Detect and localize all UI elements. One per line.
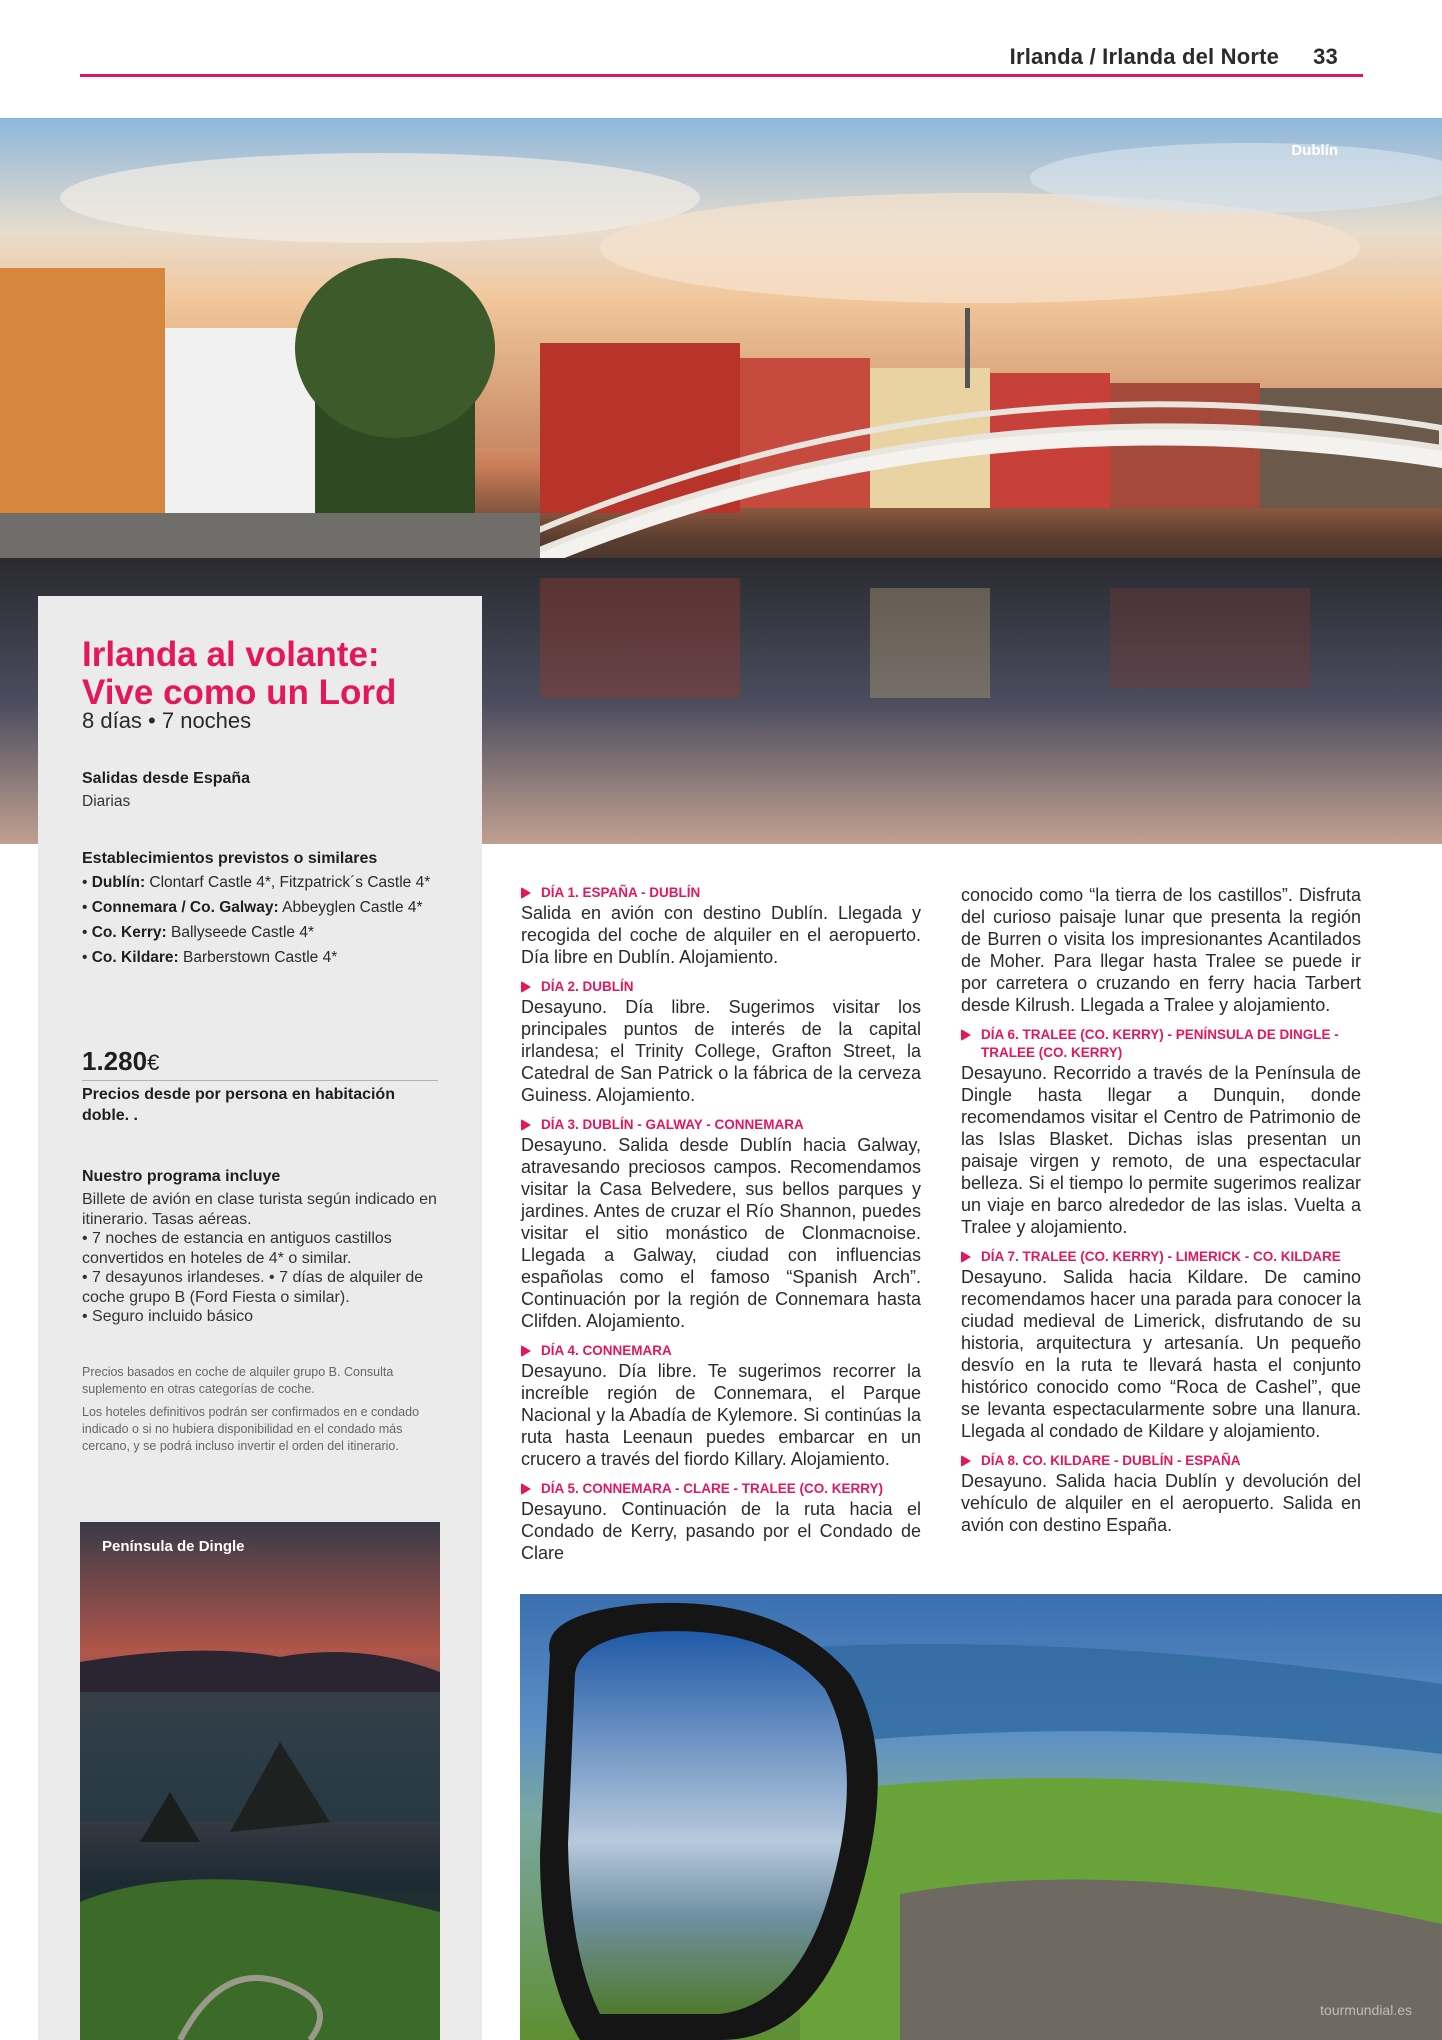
day-8-text: Desayuno. Salida hacia Dublín y devolución del vehículo de alquiler en el aeropuerto. Salida en avión con destino España. xyxy=(961,1471,1361,1535)
hotel-name: Clontarf Castle 4*, Fitzpatrick´s Castle 4* xyxy=(149,874,431,891)
header-divider xyxy=(80,74,1363,77)
day-4-heading: DÍA 4. CONNEMARA xyxy=(521,1342,921,1360)
hotel-list xyxy=(82,873,442,973)
day-5-heading: DÍA 5. CONNEMARA - CLARE - TRALEE (CO. KERRY) xyxy=(521,1480,921,1498)
includes-label: Nuestro programa incluye xyxy=(82,1168,281,1185)
hotel-place: Connemara / Co. Galway: xyxy=(91,899,279,916)
day-6-text: Desayuno. Recorrido a través de la Península de Dingle hasta llegar a Dunquin, donde recomendamos visitar el Centro de Patrimonio de las Islas Blasket. Dichas islas presentan un paisaje virgen y remoto, de una espectacular belleza. Si el tiempo lo permite sugerimos realizar un viaje en barco alrededor de las islas. Vuelta a Tralee y alojamiento. xyxy=(961,1063,1361,1237)
dingle-photo xyxy=(80,1522,440,2040)
day-5-text-continued: conocido como “la tierra de los castillos”. Disfruta del curioso paisaje lunar que presenta la región de Burren o visita los impresionantes Acantilados de Moher. Para llegar hasta Tralee se puede ir por carretera o cruzando en ferry hacia Tarbert desde Kilrush. Llegada a Tralee y alojamiento. xyxy=(961,885,1361,1015)
hero-caption: Dublín xyxy=(1291,142,1338,159)
bullet-triangle-icon xyxy=(521,887,531,899)
day-2-text: Desayuno. Día libre. Sugerimos visitar los principales puntos de interés de la capital irlandesa; el Trinity College, Grafton Street, la Catedral de San Patrick o la fábrica de la cerveza Guiness. Alojamiento. xyxy=(521,997,921,1105)
page-number: 33 xyxy=(1313,44,1338,69)
trip-duration: 8 días • 7 noches xyxy=(82,708,252,733)
price xyxy=(82,1046,159,1077)
includes-line: • Seguro incluido básico xyxy=(82,1308,254,1325)
bullet-triangle-icon xyxy=(961,1251,971,1263)
hotel-item: • Dublín: Clontarf Castle 4*, Fitzpatrick´s Castle 4* xyxy=(82,874,431,891)
bullet-triangle-icon xyxy=(961,1455,971,1467)
page-header xyxy=(1010,44,1338,70)
mirror-illustration xyxy=(520,1594,1442,2040)
hotel-place: Co. Kerry: xyxy=(91,924,167,941)
day-7-heading: DÍA 7. TRALEE (CO. KERRY) - LIMERICK - CO. KILDARE xyxy=(961,1248,1361,1266)
hotel-item: • Co. Kildare: Barberstown Castle 4* xyxy=(82,949,338,966)
price-amount: 1.280 xyxy=(82,1046,148,1076)
bullet-triangle-icon xyxy=(961,1029,971,1041)
hotel-name: Ballyseede Castle 4* xyxy=(170,924,315,941)
price-divider xyxy=(82,1080,438,1081)
day-6-heading: DÍA 6. TRALEE (CO. KERRY) - PENÍNSULA DE DINGLE - TRALEE (CO. KERRY) xyxy=(961,1026,1361,1062)
hotel-item: • Co. Kerry: Ballyseede Castle 4* xyxy=(82,924,315,941)
section-title: Irlanda / Irlanda del Norte xyxy=(1009,44,1280,69)
departures-label: Salidas desde España xyxy=(82,770,251,787)
bullet-triangle-icon xyxy=(521,1345,531,1357)
bullet-triangle-icon xyxy=(521,1119,531,1131)
day-3-heading: DÍA 3. DUBLÍN - GALWAY - CONNEMARA xyxy=(521,1116,921,1134)
watermark: tourmundial.es xyxy=(1320,2002,1412,2018)
includes-line: • 7 desayunos irlandeses. • 7 días de alquiler de coche grupo B (Ford Fiesta o similar). xyxy=(82,1269,424,1306)
itinerary-column-1 xyxy=(521,884,921,1564)
bullet-triangle-icon xyxy=(521,981,531,993)
day-4-text: Desayuno. Día libre. Te sugerimos recorrer la increíble región de Connemara, el Parque Nacional y la Abadía de Kylemore. Si continúas la ruta hasta Leenaun puedes embarcar en un crucero a través del fiordo Killary. Alojamiento. xyxy=(521,1361,921,1469)
day-8-heading: DÍA 8. CO. KILDARE - DUBLÍN - ESPAÑA xyxy=(961,1452,1361,1470)
day-7-text: Desayuno. Salida hacia Kildare. De camino recomendamos hacer una parada para conocer la ciudad medieval de Limerick, disfrutando de su historia, arquitectura y artesanía. Un pequeño desvío en la ruta te llevará hasta el conjunto histórico conocido como “Roca de Cashel”, que se levanta espectacularmente sobre una llanura. Llegada al condado de Kildare y alojamiento. xyxy=(961,1267,1361,1441)
dingle-caption: Península de Dingle xyxy=(102,1538,245,1555)
note-car: Precios basados en coche de alquiler grupo B. Consulta suplemento en otras categorías de coche. xyxy=(82,1365,394,1396)
departures-value: Diarias xyxy=(82,793,131,810)
car-mirror-photo xyxy=(520,1594,1442,2040)
hotel-place: Dublín: xyxy=(91,874,146,891)
hotel-name: Abbeyglen Castle 4* xyxy=(282,899,423,916)
includes-list xyxy=(82,1190,442,1327)
note-hotels: Los hoteles definitivos podrán ser confirmados en e condado indicado o si no hubiera disponibilidad en el condado más cercano, y se podrá incluso invertir el orden del itinerario. xyxy=(82,1405,420,1453)
hotel-name: Barberstown Castle 4* xyxy=(183,949,338,966)
trip-title-line-2: Vive como un Lord xyxy=(82,673,397,712)
price-currency: € xyxy=(147,1050,160,1075)
day-1-text: Salida en avión con destino Dublín. Llegada y recogida del coche de alquiler en el aeropuerto. Día libre en Dublín. Alojamiento. xyxy=(521,903,921,967)
trip-title-line-1: Irlanda al volante: xyxy=(82,635,380,674)
hotels-label: Establecimientos previstos o similares xyxy=(82,850,378,867)
includes-line: • 7 noches de estancia en antiguos castillos convertidos en hoteles de 4* o similar. xyxy=(82,1230,392,1267)
dingle-illustration xyxy=(80,1522,440,2040)
hotel-place: Co. Kildare: xyxy=(91,949,179,966)
day-2-heading: DÍA 2. DUBLÍN xyxy=(521,978,921,996)
itinerary-column-2 xyxy=(961,884,1361,1536)
trip-title xyxy=(82,636,472,712)
day-3-text: Desayuno. Salida desde Dublín hacia Galway, atravesando preciosos campos. Recomendamos visitar la Casa Belvedere, sus bellos parques y jardines. Antes de cruzar el Río Shannon, puedes visitar el sitio monástico de Clonmacnoise. Llegada a Galway, ciudad con influencias españolas como el famoso “Spanish Arch”. Continuación por la región de Connemara hasta Clifden. Alojamiento. xyxy=(521,1135,921,1331)
price-note: Precios desde por persona en habitación doble. . xyxy=(82,1086,395,1124)
bullet-triangle-icon xyxy=(521,1483,531,1495)
day-1-heading: DÍA 1. ESPAÑA - DUBLÍN xyxy=(521,884,921,902)
day-5-text: Desayuno. Continuación de la ruta hacia el Condado de Kerry, pasando por el Condado de Clare xyxy=(521,1499,921,1563)
includes-line: Billete de avión en clase turista según indicado en itinerario. Tasas aéreas. xyxy=(82,1191,437,1228)
hotel-item: • Connemara / Co. Galway: Abbeyglen Castle 4* xyxy=(82,899,423,916)
